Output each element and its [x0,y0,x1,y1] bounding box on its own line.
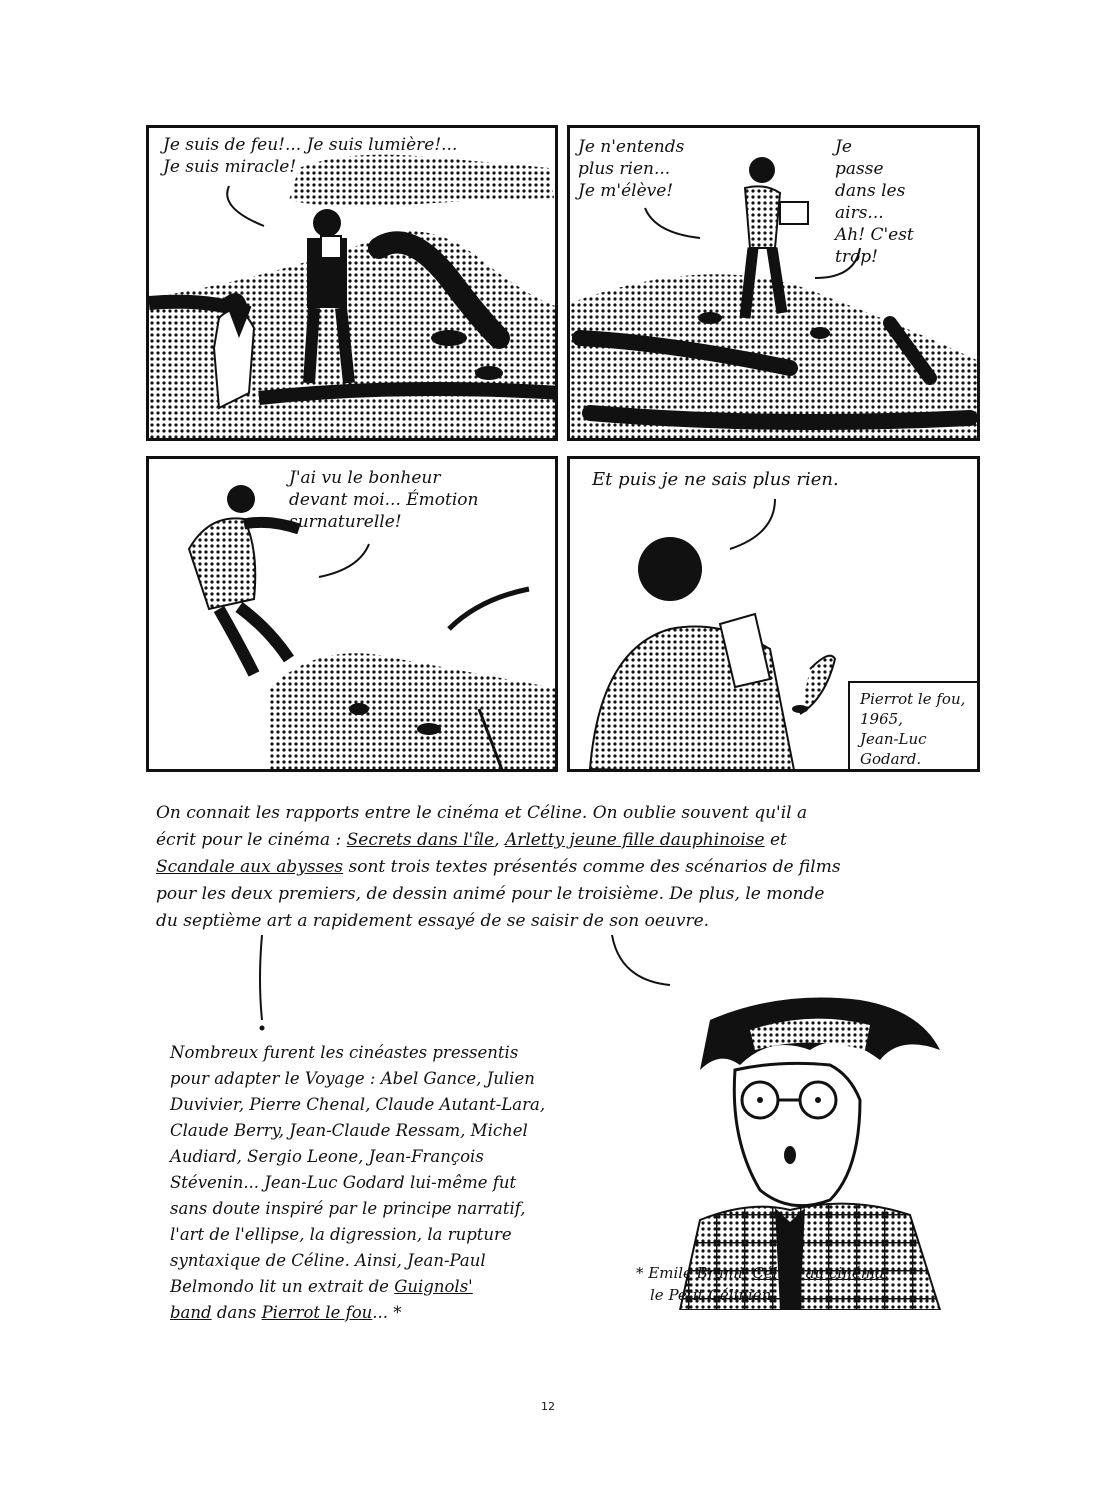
title-pierrot: Pierrot le fou [261,1303,373,1322]
panel-4-caption: Pierrot le fou, 1965, Jean-Luc Godard. [848,681,980,772]
body-line: Belmondo lit un extrait de Guignols' [170,1277,473,1296]
panel-4-speech: Et puis je ne sais plus rien. [592,469,839,490]
intro-line-3: Scandale aux abysses sont trois textes présentés comme des scénarios de films [156,857,841,877]
page-number: 12 [541,1400,555,1413]
body-line: syntaxique de Céline. Ainsi, Jean-Paul [170,1251,486,1270]
body-line: pour adapter le Voyage : Abel Gance, Julien [170,1069,535,1088]
intro-paragraph [156,800,956,935]
panel-4 [567,456,980,772]
title-celine-au-cinema: Céline au cinéma [752,1264,884,1282]
panel-1-speech: Je suis de feu!... Je suis lumière!... Je suis miracle! [163,135,458,177]
body-paragraph [170,1040,640,1326]
title-secrets: Secrets dans l'île [346,830,495,850]
intro-line-4: pour les deux premiers, de dessin animé pour le troisième. De plus, le monde [156,884,825,904]
title-scandale: Scandale aux abysses [156,857,344,877]
body-line: Audiard, Sergio Leone, Jean-François [170,1147,484,1166]
panel-1 [146,125,558,441]
panel-2 [567,125,980,441]
body-line: Nombreux furent les cinéastes pressentis [170,1043,519,1062]
intro-line-1: On connait les rapports entre le cinéma et Céline. On oublie souvent qu'il a [156,803,808,823]
body-line: Stévenin... Jean-Luc Godard lui-même fut [170,1173,517,1192]
title-arletty: Arletty jeune fille dauphinoise [504,830,765,850]
body-line: Duvivier, Pierre Chenal, Claude Autant-Lara, [170,1095,546,1114]
body-line: l'art de l'ellipse, la digression, la rupture [170,1225,512,1244]
panel-3 [146,456,558,772]
panel-2-speech-left: Je n'entends plus rien... Je m'élève! [578,137,685,201]
intro-line-5: du septième art a rapidement essayé de se saisir de son oeuvre. [156,911,710,931]
title-guignols: Guignols' [394,1277,473,1296]
panel-2-speech-right: Je passe dans les airs... Ah! C'est trop! [835,137,914,267]
body-line: Claude Berry, Jean-Claude Ressam, Michel [170,1121,528,1140]
body-line: sans doute inspiré par le principe narratif, [170,1199,526,1218]
body-line: band dans Pierrot le fou... * [170,1303,402,1322]
panel-3-speech: J'ai vu le bonheur devant moi... Émotion surnaturelle! [289,468,479,532]
footnote: * Emile Brami, Céline au cinéma, le Petit Célinien [636,1264,889,1304]
intro-line-2: écrit pour le cinéma : Secrets dans l'île, Arletty jeune fille dauphinoise et [156,830,787,850]
